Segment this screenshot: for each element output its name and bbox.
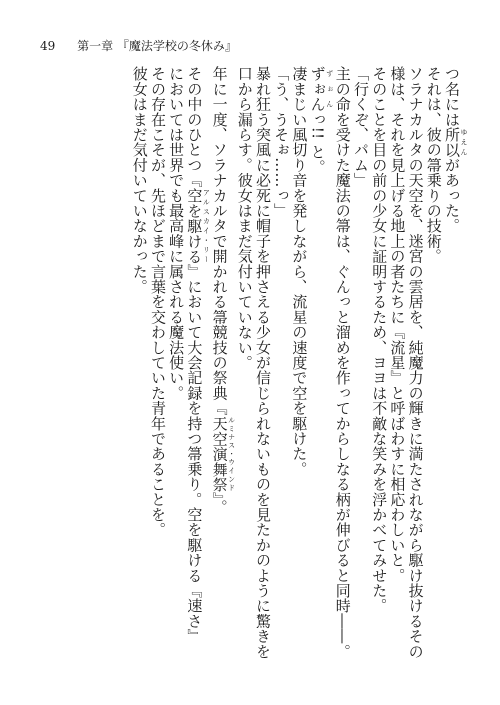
text-line-2: それは、彼の箒乗りの技術。 — [424, 66, 443, 264]
ruby-yuen: 所以 ゆえん — [443, 126, 468, 158]
text-line-16: その存在こそが、先ほどまで言葉を交わしていた青年であることを。 — [148, 66, 167, 538]
text-line-14: その中のひとつ『空を駆ける アルスカイ・リー』において大会記録を持つ箒乗り。空を駆ける『速さ』 — [185, 66, 211, 644]
text-line-12: 口から漏らす。彼女はまだ気付いていない。 — [235, 66, 254, 370]
text-line-6: 「行くぞ、パム」 — [351, 66, 370, 188]
ruby-zuon: ずぉん ずぉん — [308, 66, 334, 112]
text-line-10: 「う、うそぉ……っ」 — [272, 66, 291, 218]
vertical-text-body — [28, 66, 468, 676]
page-header — [40, 38, 237, 54]
text-line-5: そのことを目の前の少女に証明するため、ヨヨは不敵な笑みを浮かべてみせた。 — [370, 66, 389, 614]
text-line-13: 年に一度、ソラナカルタで開かれる箒競技の祭典『天空演舞祭 ルミナス・ウインド』。 — [210, 66, 236, 515]
text-line-1: つ名には所以 ゆえんがあった。 — [443, 66, 468, 234]
text-line-9: 凄まじい風切り音を発しながら、流星の速度で空を駆けた。 — [290, 66, 309, 477]
text-line-15: においては世界でも最高峰に属される魔法使い。 — [167, 66, 186, 401]
text-line-7: 主の命を受けた魔法の箒は、ぐんっと溜めを作ってからしなる柄が伸びると同時――。 — [333, 66, 352, 659]
page-number: 49 — [40, 39, 56, 53]
text-line-17: 彼女はまだ気付いていなかった。 — [130, 66, 149, 294]
text-line-11: 暴れ狂う突風に必死に帽子を押さえる少女が信じられないものを見たかのように驚きを — [253, 66, 272, 659]
ruby-alskai-ri: 空を駆ける アルスカイ・リー — [185, 187, 211, 264]
ruby-luminous-wind: 天空演舞祭 ルミナス・ウインド — [210, 415, 236, 492]
text-line-3: ソラナカルタの天空を、迷宮の雲居を、純魔力の輝きに満たされながら駆け抜けるその — [406, 66, 425, 659]
running-title: 第一章 『魔法学校の冬休み』 — [77, 39, 237, 53]
text-line-4: 様は、それを見上げる地上の者たちに『流星』と呼ばわすに相応わしいと。 — [388, 66, 407, 583]
text-line-8: ずぉん ずぉんっ!! と。 — [308, 66, 334, 175]
